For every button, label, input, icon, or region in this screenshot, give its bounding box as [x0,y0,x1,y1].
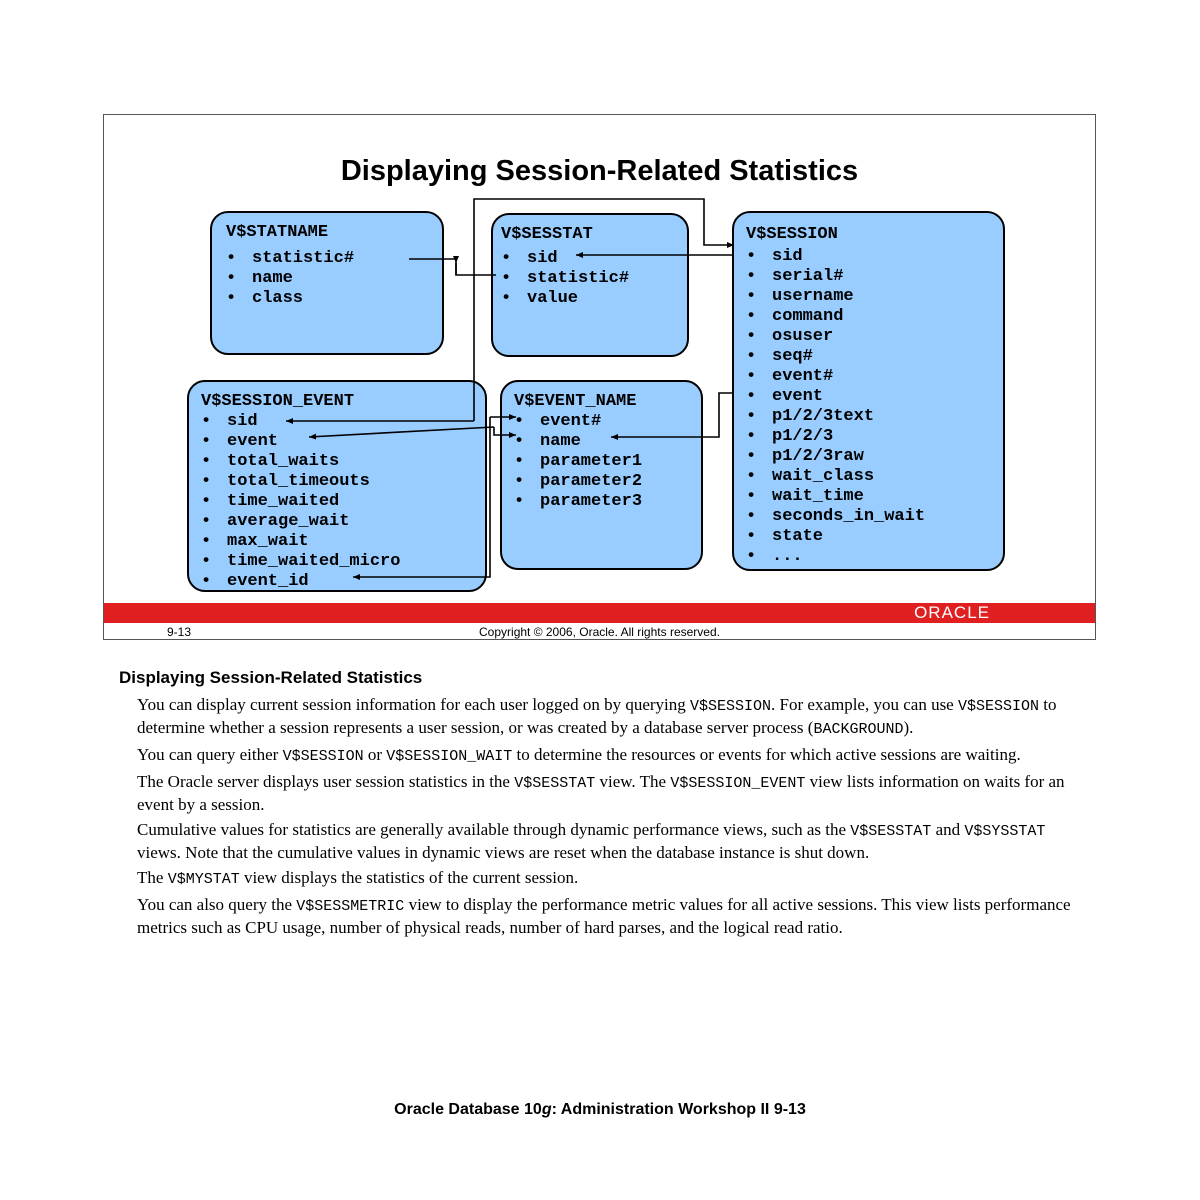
copyright: Copyright © 2006, Oracle. All rights reserved. [479,625,720,639]
oracle-logo: ORACLE [914,603,990,622]
box-item: • sid [501,249,558,268]
link-statistic [456,263,496,275]
paragraph: You can also query the V$SESSMETRIC view to display the performance metric values for all active sessions. This view lists performance metrics such as CPU usage, number of physical reads, number of hard parses, and the logical read ratio. [137,895,1071,937]
box-item: • parameter1 [514,452,643,471]
box-header: V$SESSION [746,225,838,244]
slide-title: Displaying Session-Related Statistics [340,155,859,187]
slide-number: 9-13 [167,625,192,639]
link-event [611,393,734,437]
box-item: • p1/2/3 [746,427,834,446]
box-header: V$SESSION_EVENT [201,392,355,411]
box-item: • event# [746,367,834,386]
paragraph: The V$MYSTAT view displays the statistics of the current session. [137,868,579,888]
paragraph: The Oracle server displays user session statistics in the V$SESSTAT view. The V$SESSION_EVENT view lists information on waits for an event by a session. [137,772,1065,814]
box-item: • ... [746,547,803,566]
box-item: • statistic# [501,269,630,288]
box-item: • sid [746,247,803,266]
box-item: • total_waits [201,452,340,471]
box-item: • p1/2/3text [746,407,875,426]
link-event-name-b [309,427,494,437]
box-item: • average_wait [201,512,350,531]
box-item: • parameter2 [514,472,643,491]
box-item: • total_timeouts [201,472,370,491]
box-item: • event_id [201,572,309,591]
box-item: • max_wait [201,532,309,551]
box-item: • username [746,287,854,306]
box-item: • class [226,289,304,308]
box-item: • wait_time [746,487,864,506]
link-statistic-b [409,259,456,275]
box-item: • osuser [746,327,834,346]
box-item: • serial# [746,267,844,286]
box-header: V$EVENT_NAME [514,392,637,411]
box-item: • seq# [746,347,813,366]
box-item: • time_waited [201,492,340,511]
box-item: • event [746,387,824,406]
box-item: • name [514,432,581,451]
link-event-name [494,427,516,435]
box-header: V$STATNAME [226,223,329,242]
notes-body [137,694,1082,942]
box-item: • p1/2/3raw [746,447,864,466]
box-item: • seconds_in_wait [746,507,926,526]
box-item: • parameter3 [514,492,643,511]
oracle-red-bar [104,603,1095,623]
link-sid-session-event [474,199,734,421]
link-event-id [353,417,490,577]
paragraph: You can query either V$SESSION or V$SESSION_WAIT to determine the resources or events for which active sessions are waiting. [137,745,1021,765]
paragraph: Cumulative values for statistics are generally available through dynamic performance views, such as the V$SESSTAT and V$SYSSTAT views. Note that the cumulative values in dynamic views are reset when the database instance is shut down. [137,820,1046,862]
connector-lines [104,115,1095,639]
box-item: • command [746,307,844,326]
paragraph: You can display current session information for each user logged on by querying V$SESSION. For example, you can use V$SESSION to determine whether a session represents a user session, or was created by a database server process (BACKGROUND). [137,695,1057,738]
box-item: • sid [201,412,258,431]
box-item: • statistic# [226,249,355,268]
box-header: V$SESSTAT [501,225,593,244]
box-item: • name [226,269,293,288]
slide [103,114,1096,640]
box-item: • wait_class [746,467,875,486]
box-item: • event# [514,412,602,431]
box-item: • value [501,289,579,308]
page-footer: Oracle Database 10g: Administration Workshop II 9-13 [394,1101,806,1118]
box-item: • event [201,432,279,451]
box-item: • time_waited_micro [201,552,401,571]
notes-title: Displaying Session-Related Statistics [119,668,423,687]
box-item: • state [746,527,824,546]
